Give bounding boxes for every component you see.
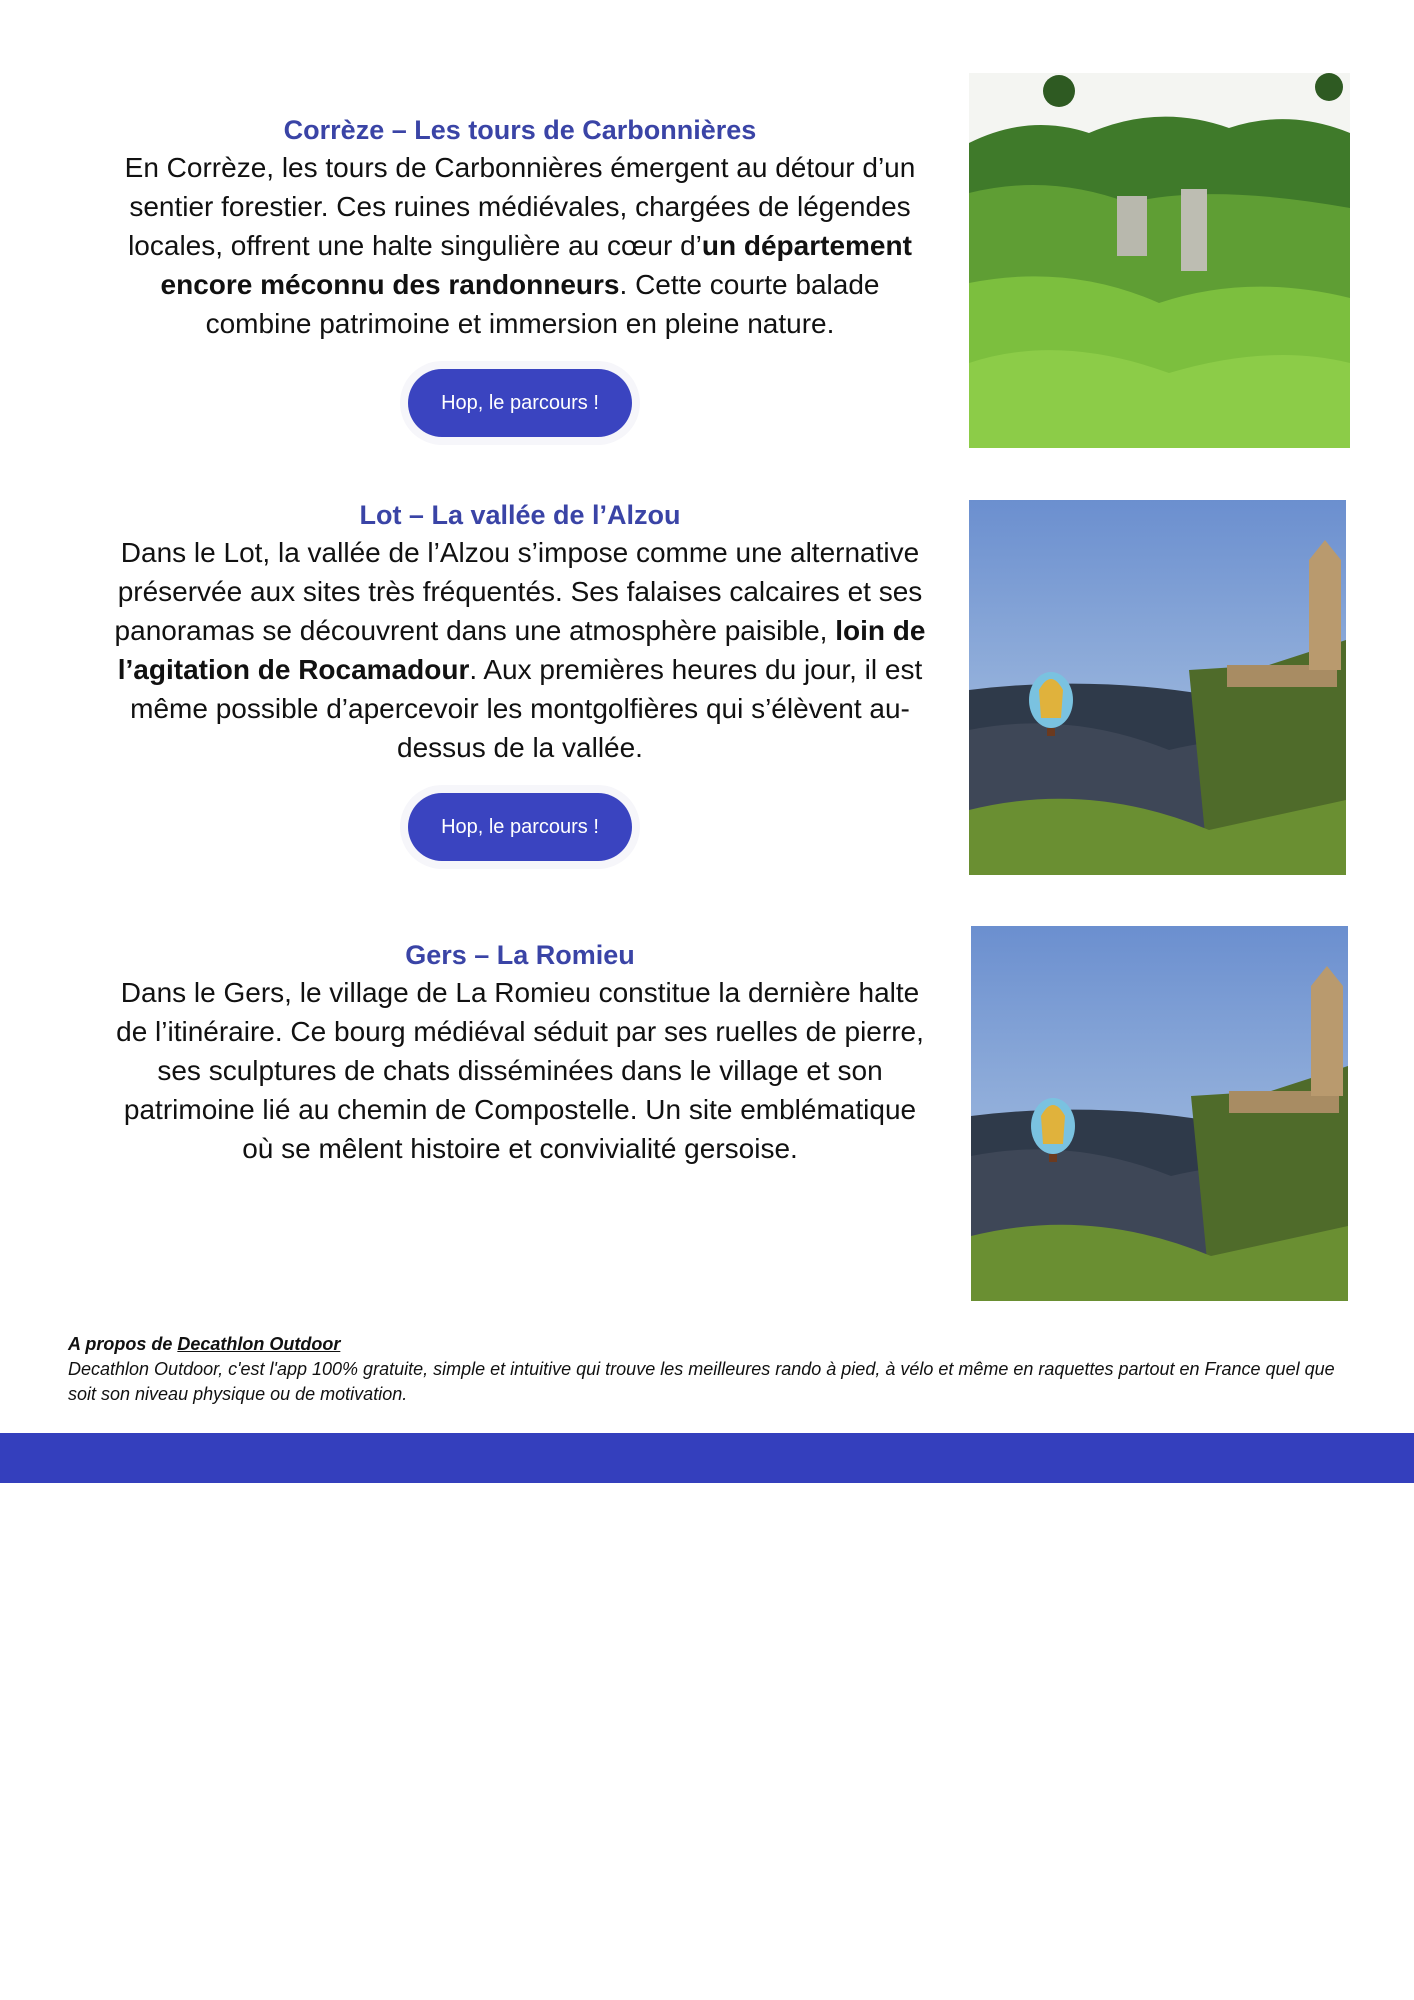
section-lot: [105, 497, 935, 861]
section-correze: [105, 112, 935, 437]
decathlon-outdoor-link[interactable]: Decathlon Outdoor: [177, 1334, 341, 1354]
about-block: [68, 1332, 1363, 1407]
section-title: Corrèze – Les tours de Carbonnières: [283, 115, 757, 145]
section-body: En Corrèze, les tours de Carbonnières émergent au détour d’un sentier forestier. Ces ruines médiévales, chargées de légendes locales, offrent une halte singulière au cœur d’un département encore méconnu des randonneurs. Cette courte balade combine patrimoine et immersion en pleine nature.: [124, 152, 916, 339]
section-body: Dans le Lot, la vallée de l’Alzou s’impose comme une alternative préservée aux sites très fréquentés. Ses falaises calcaires et ses panoramas se découvrent dans une atmosphère paisible, loin de l’agitation de Rocamadour. Aux premières heures du jour, il est même possible d’apercevoir les montgolfières qui s’élèvent au-dessus de la vallée.: [114, 537, 926, 763]
footer-band: [0, 1433, 1414, 1483]
hop-parcours-button[interactable]: Hop, le parcours !: [408, 793, 632, 861]
about-text: Decathlon Outdoor, c'est l'app 100% gratuite, simple et intuitive qui trouve les meilleures rando à pied, à vélo et même en raquettes partout en France quel que soit son niveau physique ou de motivation.: [68, 1359, 1335, 1404]
about-heading: A propos de Decathlon Outdoor: [68, 1334, 341, 1354]
photo-carbonnieres-towers: [969, 73, 1350, 448]
photo-alzou-valley: [969, 500, 1346, 875]
section-gers: [105, 937, 935, 1168]
section-body: Dans le Gers, le village de La Romieu constitue la dernière halte de l’itinéraire. Ce bourg médiéval séduit par ses ruelles de pierre, ses sculptures de chats disséminées dans le village et son patrimoine lié au chemin de Compostelle. Un site emblématique où se mêlent histoire et convivialité gersoise.: [116, 977, 924, 1164]
section-title: Lot – La vallée de l’Alzou: [359, 500, 681, 530]
hop-parcours-button[interactable]: Hop, le parcours !: [408, 369, 632, 437]
section-title: Gers – La Romieu: [405, 940, 635, 970]
photo-la-romieu: [971, 926, 1348, 1301]
